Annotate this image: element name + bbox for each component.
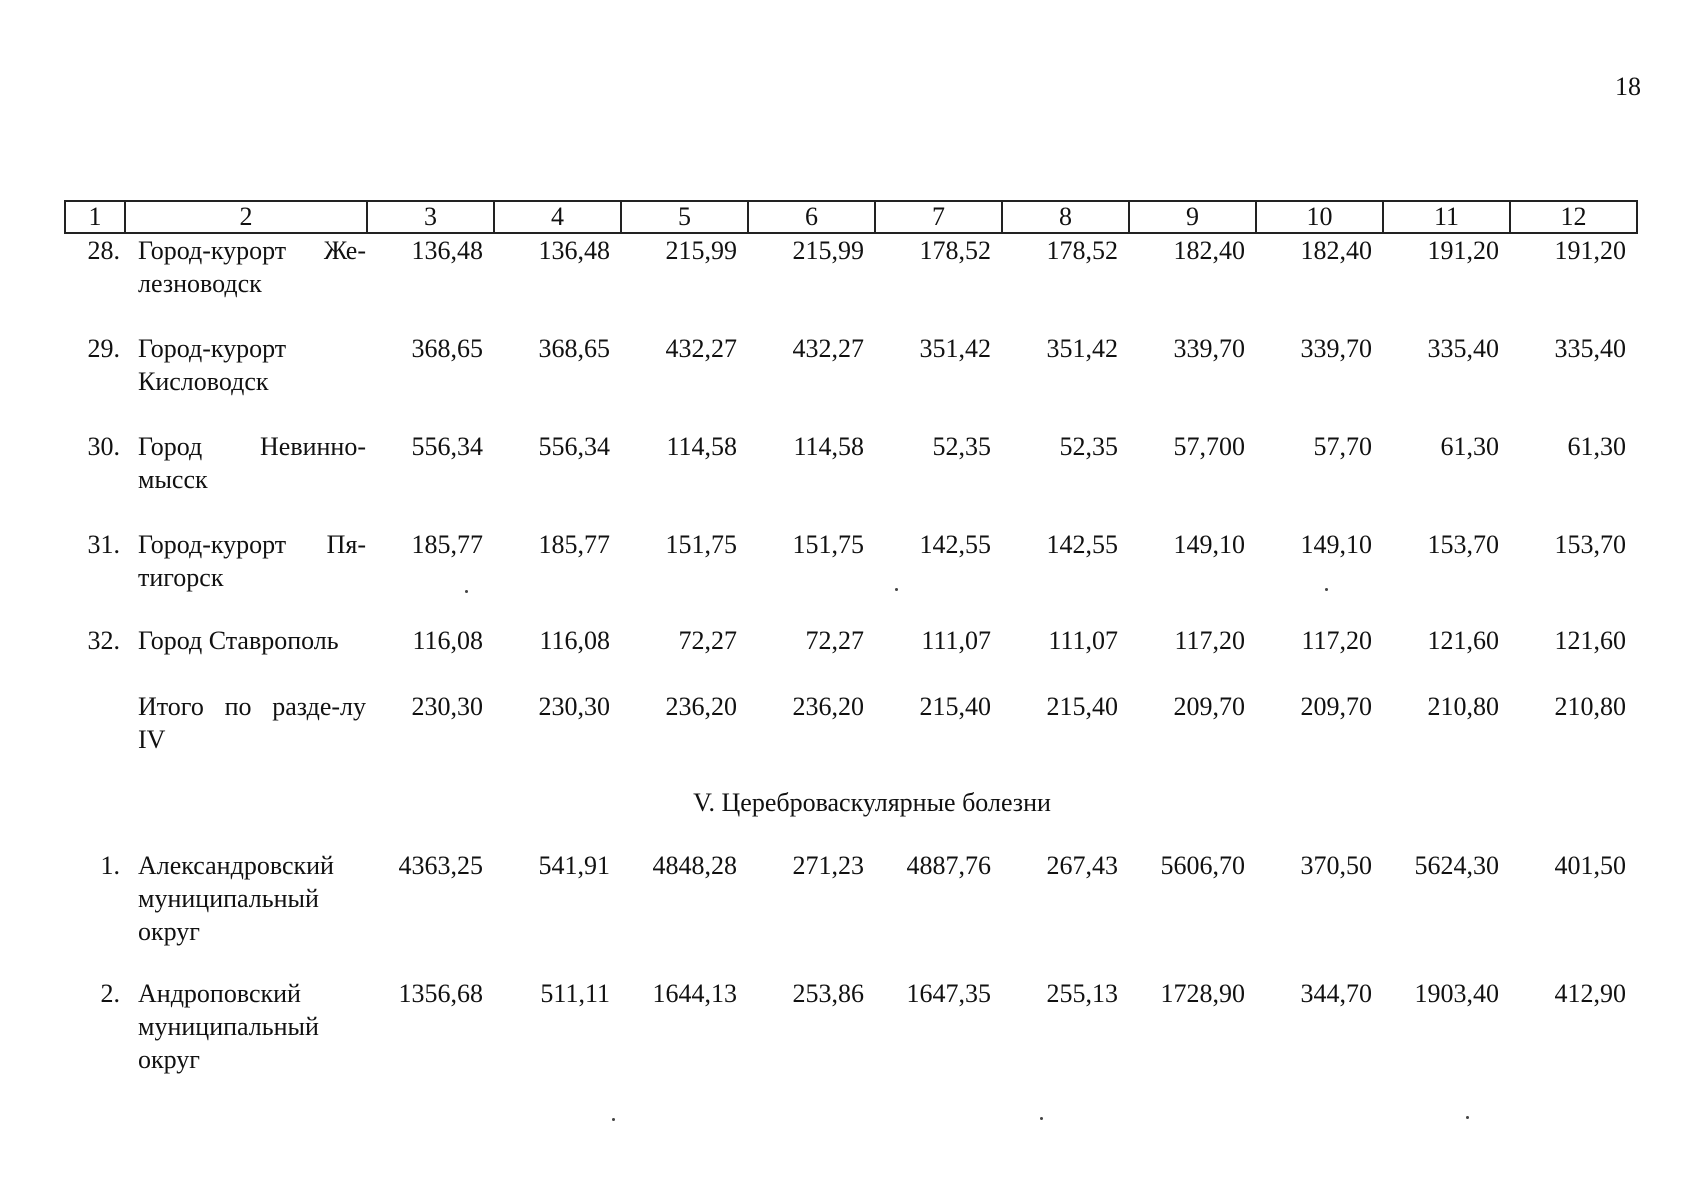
value-cell: 230,30	[538, 692, 610, 721]
scan-speck	[895, 588, 898, 591]
value-cell: 351,42	[1046, 334, 1118, 363]
value-cell: 5624,30	[1414, 851, 1499, 880]
value-cell: 153,70	[1554, 530, 1626, 559]
value-cell: 209,70	[1173, 692, 1245, 721]
value-cell: 1644,13	[652, 979, 737, 1008]
row-number: 32.	[87, 626, 120, 655]
value-cell: 149,10	[1173, 530, 1245, 559]
value-cell: 401,50	[1554, 851, 1626, 880]
header-cell: 4	[494, 201, 621, 233]
value-cell: 215,40	[1046, 692, 1118, 721]
value-cell: 335,40	[1427, 334, 1499, 363]
value-cell: 149,10	[1300, 530, 1372, 559]
row-number: 28.	[87, 236, 120, 265]
row-name: Город-курорт Пя-тигорск	[138, 530, 366, 592]
value-cell: 52,35	[932, 432, 991, 461]
row-name: Итого по разде-лу IV	[138, 692, 366, 754]
value-cell: 142,55	[919, 530, 991, 559]
value-cell: 368,65	[538, 334, 610, 363]
header-cell: 12	[1510, 201, 1637, 233]
value-cell: 121,60	[1554, 626, 1626, 655]
value-cell: 57,700	[1173, 432, 1245, 461]
value-cell: 255,13	[1046, 979, 1118, 1008]
value-cell: 412,90	[1554, 979, 1626, 1008]
value-cell: 556,34	[538, 432, 610, 461]
row-number: 2.	[100, 979, 120, 1008]
value-cell: 335,40	[1554, 334, 1626, 363]
value-cell: 114,58	[666, 432, 737, 461]
value-cell: 182,40	[1173, 236, 1245, 265]
header-cell: 1	[65, 201, 125, 233]
value-cell: 111,07	[921, 626, 991, 655]
value-cell: 117,20	[1174, 626, 1245, 655]
value-cell: 185,77	[538, 530, 610, 559]
table-row	[64, 234, 1640, 332]
table-row	[64, 430, 1640, 528]
table-row	[64, 528, 1640, 624]
row-name: Андроповский муниципальный округ	[138, 979, 319, 1074]
value-cell: 432,27	[665, 334, 737, 363]
value-cell: 57,70	[1313, 432, 1372, 461]
value-cell: 121,60	[1427, 626, 1499, 655]
scan-speck	[1040, 1117, 1043, 1120]
value-cell: 117,20	[1301, 626, 1372, 655]
scan-speck	[1325, 588, 1328, 591]
header-cell: 2	[125, 201, 367, 233]
value-cell: 215,40	[919, 692, 991, 721]
value-cell: 1728,90	[1160, 979, 1245, 1008]
value-cell: 339,70	[1173, 334, 1245, 363]
value-cell: 1647,35	[906, 979, 991, 1008]
header-cell: 5	[621, 201, 748, 233]
row-name: Город-курорт Же-лезноводск	[138, 236, 366, 298]
value-cell: 61,30	[1440, 432, 1499, 461]
value-cell: 111,07	[1048, 626, 1118, 655]
value-cell: 344,70	[1300, 979, 1372, 1008]
value-cell: 5606,70	[1160, 851, 1245, 880]
value-cell: 185,77	[411, 530, 483, 559]
value-cell: 142,55	[1046, 530, 1118, 559]
value-cell: 230,30	[411, 692, 483, 721]
value-cell: 4848,28	[652, 851, 737, 880]
value-cell: 253,86	[792, 979, 864, 1008]
header-cell: 3	[367, 201, 494, 233]
value-cell: 1903,40	[1414, 979, 1499, 1008]
value-cell: 136,48	[538, 236, 610, 265]
row-name: Город Невинно-мысск	[138, 432, 366, 494]
value-cell: 72,27	[678, 626, 737, 655]
value-cell: 114,58	[793, 432, 864, 461]
value-cell: 339,70	[1300, 334, 1372, 363]
row-number: 31.	[87, 530, 120, 559]
total-row	[64, 690, 1640, 786]
value-cell: 72,27	[805, 626, 864, 655]
value-cell: 215,99	[792, 236, 864, 265]
value-cell: 432,27	[792, 334, 864, 363]
value-cell: 61,30	[1567, 432, 1626, 461]
value-cell: 351,42	[919, 334, 991, 363]
value-cell: 215,99	[665, 236, 737, 265]
row-number: 1.	[100, 851, 120, 880]
section-heading-row	[64, 786, 1640, 849]
row-number: 30.	[87, 432, 120, 461]
value-cell: 151,75	[792, 530, 864, 559]
header-cell: 9	[1129, 201, 1256, 233]
scan-speck	[465, 590, 468, 593]
value-cell: 267,43	[1046, 851, 1118, 880]
value-cell: 4363,25	[398, 851, 483, 880]
header-cell: 11	[1383, 201, 1510, 233]
page-number: 18	[1615, 72, 1641, 101]
value-cell: 1356,68	[398, 979, 483, 1008]
column-number-header	[64, 200, 1638, 234]
value-cell: 541,91	[538, 851, 610, 880]
value-cell: 178,52	[1046, 236, 1118, 265]
table-row	[64, 624, 1640, 690]
value-cell: 116,08	[412, 626, 483, 655]
value-cell: 556,34	[411, 432, 483, 461]
value-cell: 236,20	[665, 692, 737, 721]
row-number	[64, 690, 126, 786]
value-cell: 191,20	[1554, 236, 1626, 265]
table-row	[64, 849, 1640, 977]
value-cell: 210,80	[1554, 692, 1626, 721]
value-cell: 151,75	[665, 530, 737, 559]
value-cell: 210,80	[1427, 692, 1499, 721]
value-cell: 4887,76	[906, 851, 991, 880]
value-cell: 182,40	[1300, 236, 1372, 265]
section-title: V. Цереброваскулярные болезни	[693, 788, 1051, 817]
header-cell: 10	[1256, 201, 1383, 233]
scan-speck	[612, 1118, 615, 1121]
header-cell: 6	[748, 201, 875, 233]
value-cell: 236,20	[792, 692, 864, 721]
row-name: Город-курорт Кисловодск	[138, 334, 287, 396]
value-cell: 209,70	[1300, 692, 1372, 721]
value-cell: 116,08	[539, 626, 610, 655]
value-cell: 271,23	[792, 851, 864, 880]
value-cell: 153,70	[1427, 530, 1499, 559]
value-cell: 136,48	[411, 236, 483, 265]
scan-speck	[1466, 1116, 1469, 1119]
value-cell: 52,35	[1059, 432, 1118, 461]
value-cell: 370,50	[1300, 851, 1372, 880]
data-table	[64, 234, 1640, 1105]
row-name: Александровский муниципальный округ	[138, 851, 334, 946]
table-row	[64, 332, 1640, 430]
row-number: 29.	[87, 334, 120, 363]
table-row	[64, 977, 1640, 1105]
row-name: Город Ставрополь	[138, 626, 339, 655]
value-cell: 191,20	[1427, 236, 1499, 265]
value-cell: 511,11	[540, 979, 610, 1008]
header-cell: 8	[1002, 201, 1129, 233]
value-cell: 368,65	[411, 334, 483, 363]
value-cell: 178,52	[919, 236, 991, 265]
header-cell: 7	[875, 201, 1002, 233]
